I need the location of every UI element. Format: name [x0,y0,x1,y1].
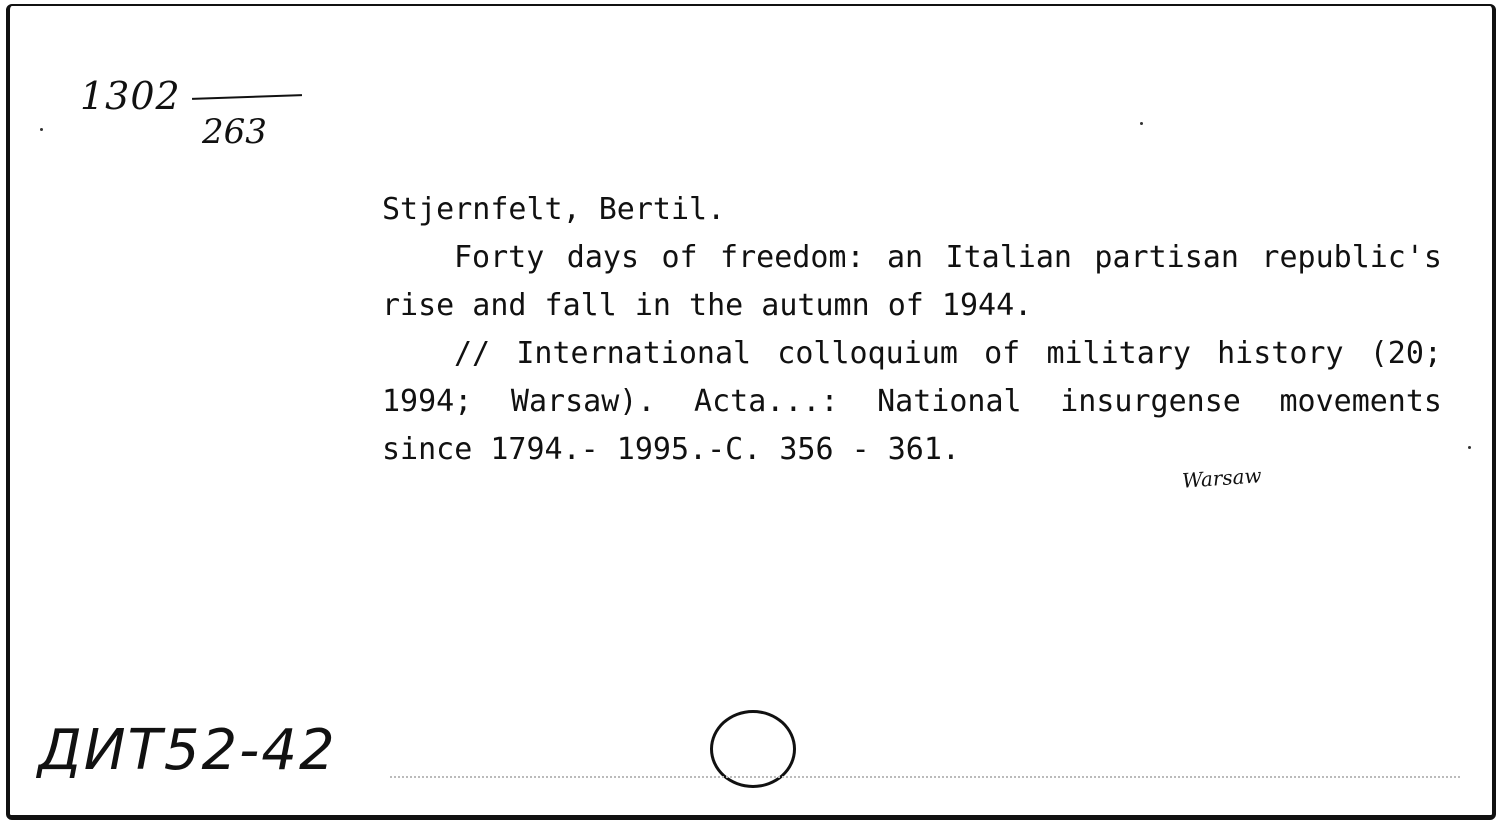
speck [1140,122,1143,125]
shelfmark-number: 1302 [80,74,181,118]
speck [40,128,43,131]
author: Stjernfelt, Bertil. [382,192,726,227]
handwritten-place: Warsaw [1181,463,1263,493]
shelfmark-line [192,94,302,100]
series-note: // International colloquium of military history (20; 1994; Warsaw). Acta...: National insurgense movements since 1794.- 1995.-C. 356 - 361. [382,336,1442,467]
bibliographic-entry [382,186,1442,474]
speck [1468,446,1471,449]
catalog-card [6,4,1496,820]
shelfmark-sub: 263 [202,112,267,152]
call-number: ДИТ52-42 [38,718,337,783]
title: Forty days of freedom: an Italian partisan republic's rise and fall in the autumn of 1944. [382,240,1442,323]
dotted-ruling [390,776,1460,778]
